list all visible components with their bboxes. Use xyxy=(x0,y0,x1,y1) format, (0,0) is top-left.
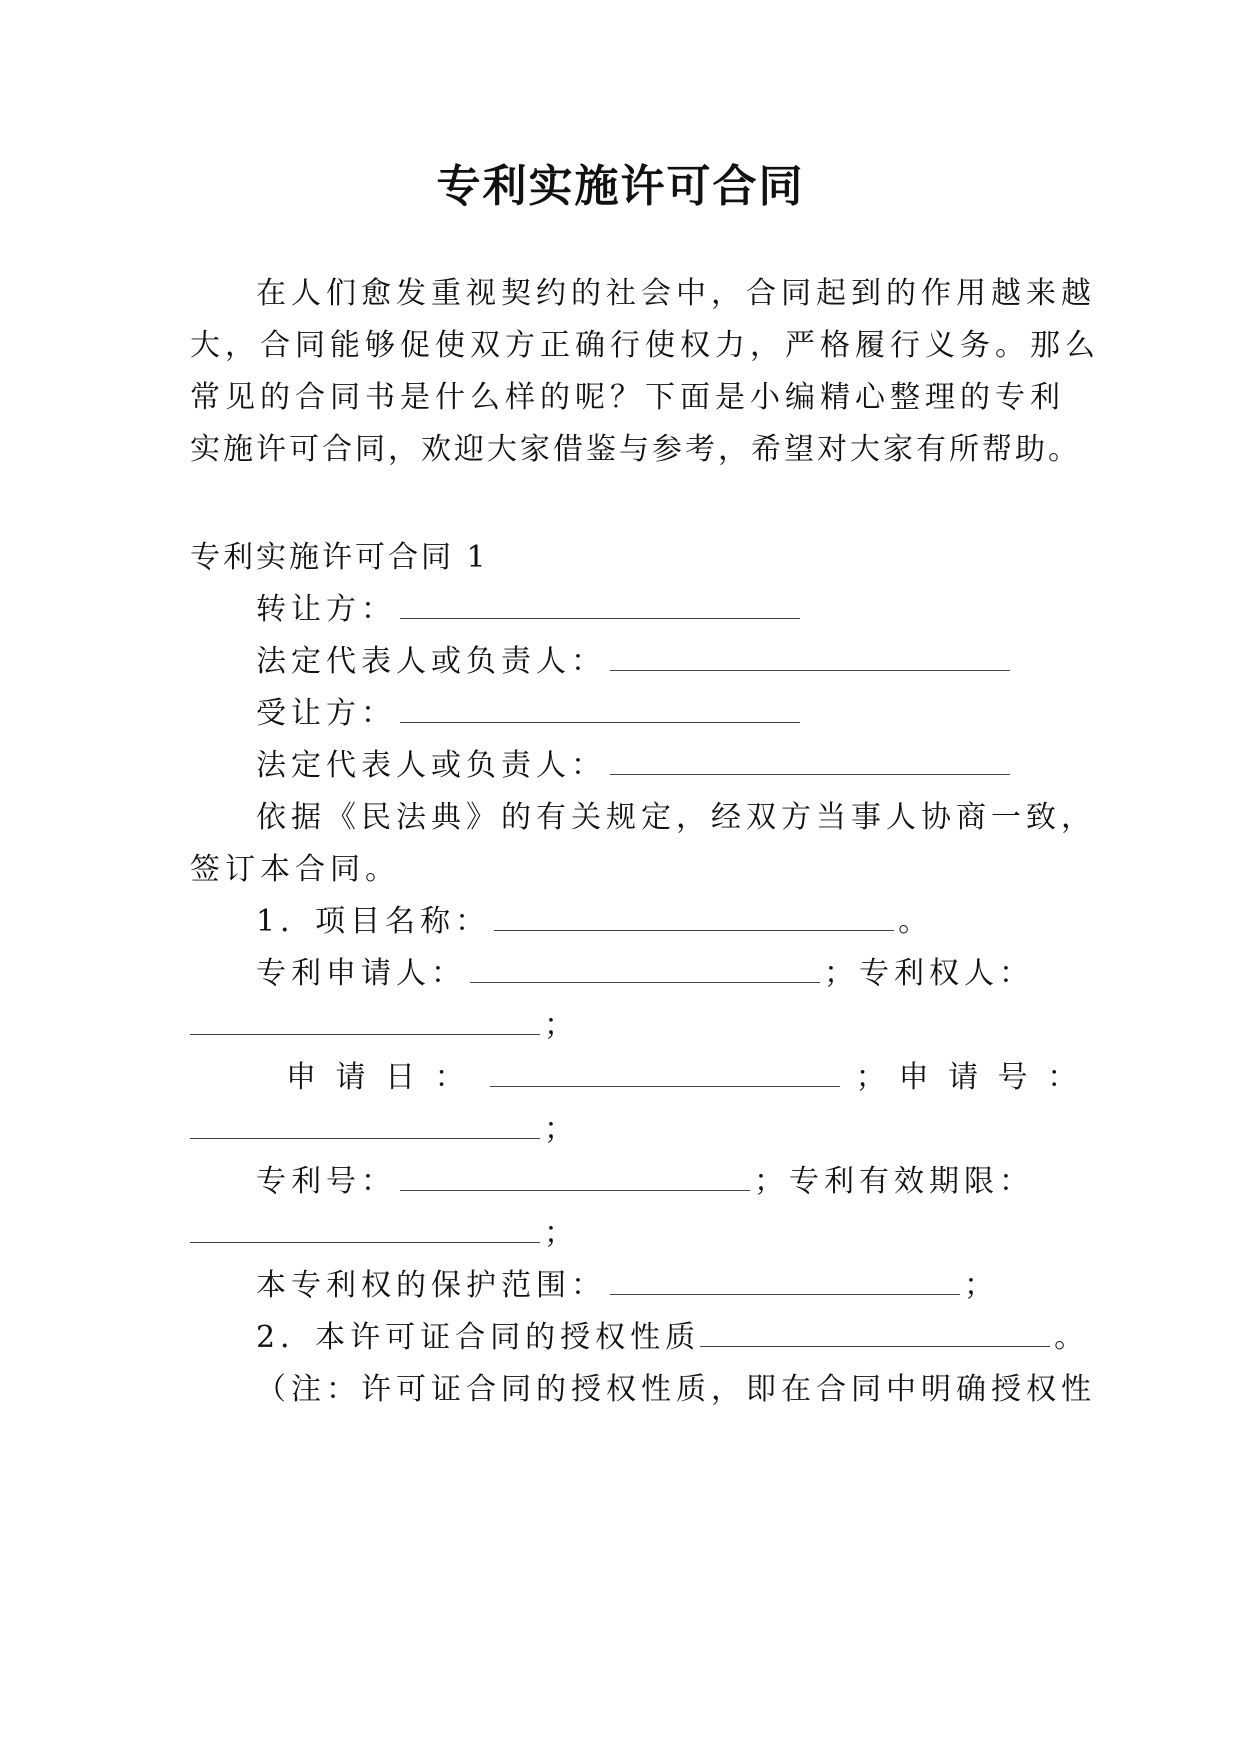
applicant-sep: ； xyxy=(824,956,859,991)
transferee-rep-row xyxy=(256,740,1116,784)
transferor-rep-blank[interactable] xyxy=(610,644,1010,671)
item1-end: 。 xyxy=(898,904,934,939)
item1-label: 1．项目名称： xyxy=(256,904,491,939)
apply-date-row xyxy=(286,1052,1146,1096)
apply-no-row xyxy=(190,1104,1050,1148)
item2-end: 。 xyxy=(1054,1320,1090,1355)
holder-sep: ； xyxy=(544,1008,579,1043)
holder-blank[interactable] xyxy=(190,1008,540,1035)
holder-row xyxy=(190,1000,1050,1044)
validity-sep: ； xyxy=(544,1216,579,1251)
scope-sep: ； xyxy=(964,1268,999,1303)
applicant-blank[interactable] xyxy=(470,956,820,983)
project-name-blank[interactable] xyxy=(494,904,894,931)
applicant-label: 专利申请人： xyxy=(256,956,466,991)
transferor-rep-row xyxy=(256,636,1116,680)
transferor-row xyxy=(256,584,1116,628)
apply-date-sep: ； xyxy=(855,1060,891,1095)
document-title: 专利实施许可合同 xyxy=(436,161,805,212)
note-line: （注：许可证合同的授权性质，即在合同中明确授权性 xyxy=(256,1372,1096,1407)
apply-no-sep: ； xyxy=(544,1112,579,1147)
intro-line-2: 大，合同能够促使双方正确行使权力，严格履行义务。那么 xyxy=(190,328,1100,363)
intro-line-4: 实施许可合同，欢迎大家借鉴与参考，希望对大家有所帮助。 xyxy=(190,432,1081,467)
section-heading: 专利实施许可合同 1 xyxy=(190,540,489,575)
apply-no-blank[interactable] xyxy=(190,1112,540,1139)
validity-label: 专利有效期限： xyxy=(789,1164,1034,1199)
item2-label: 2．本许可证合同的授权性质 xyxy=(256,1320,701,1355)
intro-line-1: 在人们愈发重视契约的社会中，合同起到的作用越来越 xyxy=(256,276,1096,311)
holder-label: 专利权人： xyxy=(859,956,1034,991)
validity-row xyxy=(190,1208,1050,1252)
apply-date-blank[interactable] xyxy=(490,1060,840,1087)
item1-project-row xyxy=(256,896,1116,940)
patent-no-row xyxy=(256,1156,1116,1200)
apply-no-label: 申 请 号 ： xyxy=(898,1060,1083,1095)
transferor-blank[interactable] xyxy=(400,592,800,619)
apply-date-label: 申 请 日 ： xyxy=(286,1060,470,1095)
scope-row xyxy=(256,1260,1116,1304)
intro-line-3: 常见的合同书是什么样的呢？下面是小编精心整理的专利 xyxy=(190,380,1065,415)
transferor-rep-label: 法定代表人或负责人： xyxy=(256,644,606,679)
transferor-label: 转让方： xyxy=(256,592,396,627)
transferee-rep-blank[interactable] xyxy=(610,748,1010,775)
applicant-row xyxy=(256,948,1116,992)
patent-no-sep: ； xyxy=(754,1164,789,1199)
transferee-label: 受让方： xyxy=(256,696,396,731)
scope-label: 本专利权的保护范围： xyxy=(256,1268,606,1303)
patent-no-label: 专利号： xyxy=(256,1164,396,1199)
transferee-row xyxy=(256,688,1116,732)
basis-line-1: 依据《民法典》的有关规定，经双方当事人协商一致， xyxy=(256,800,1096,835)
validity-blank[interactable] xyxy=(190,1216,540,1243)
transferee-rep-label: 法定代表人或负责人： xyxy=(256,748,606,783)
basis-line-2: 签订本合同。 xyxy=(190,852,400,887)
transferee-blank[interactable] xyxy=(400,696,800,723)
patent-no-blank[interactable] xyxy=(400,1164,750,1191)
scope-blank[interactable] xyxy=(610,1268,960,1295)
item2-blank[interactable] xyxy=(700,1320,1050,1347)
item2-row xyxy=(256,1312,1116,1356)
